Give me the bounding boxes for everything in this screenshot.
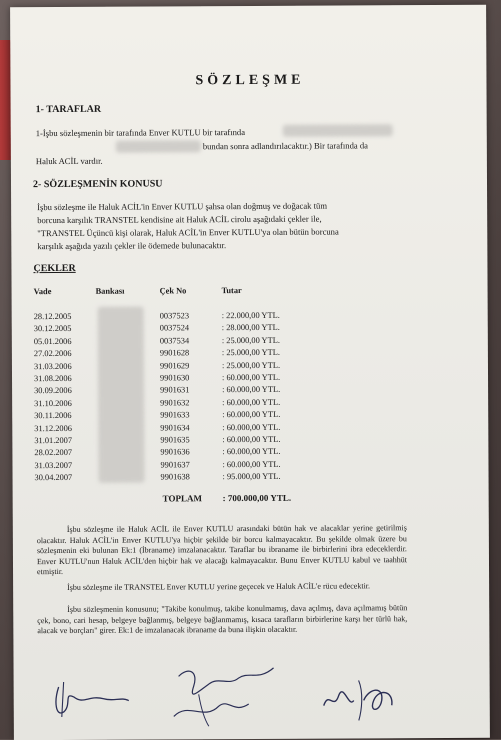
cheque-amount: : 25.000,00 YTL. <box>221 348 280 358</box>
cheque-number: 9901635 <box>160 435 190 445</box>
cheque-due-date: 31.12.2006 <box>34 423 72 433</box>
cheque-due-date: 31.08.2006 <box>34 373 72 384</box>
col-header-cek-no: Çek No <box>159 286 187 296</box>
cheque-number: 0037523 <box>159 311 190 321</box>
section1-line3: Haluk ACİL vardır. <box>35 155 103 167</box>
cheque-amount: : 60.000,00 YTL. <box>222 372 281 383</box>
document-title: SÖZLEŞME <box>195 72 305 89</box>
cheque-number: 9901629 <box>159 360 190 371</box>
total-value: : 700.000,00 YTL. <box>222 492 292 504</box>
signature-right <box>314 670 424 726</box>
cheque-amount: : 60.000,00 YTL. <box>222 397 281 407</box>
cheque-due-date: 30.12.2005 <box>33 324 72 334</box>
redacted-bank-column <box>98 307 145 483</box>
cheque-due-date: 31.01.2007 <box>34 435 73 446</box>
section2-line: borcuna karşılık TRANSTEL kendisine ait Haluk ACİL cirolu aşağıdaki çekler ile, <box>37 213 322 226</box>
cheque-due-date: 30.09.2006 <box>34 386 72 396</box>
cheque-number: 9901638 <box>160 472 190 482</box>
cheque-amount: : 60.000,00 YTL. <box>222 459 281 469</box>
cheque-due-date: 31.03.2007 <box>34 460 73 470</box>
cheque-amount: : 25.000,00 YTL. <box>221 360 281 370</box>
cheque-number: 9901628 <box>159 348 190 358</box>
cheque-number: 9901637 <box>160 460 190 470</box>
section2-line: "TRANSTEL Üçüncü kişi olarak, Haluk ACİL'in Enver KUTLU'ya olan bütün borcuna <box>37 226 339 239</box>
cheque-number: 0037534 <box>159 336 190 346</box>
cheque-amount: : 60.000,00 YTL. <box>222 410 281 420</box>
col-header-tutar: Tutar <box>221 286 242 296</box>
cekler-heading: ÇEKLER <box>33 262 76 275</box>
cheque-number: 9901631 <box>160 385 190 395</box>
section2-line: İşbu sözleşme ile Haluk ACİL'in Enver KUTLU şahsa olan doğmuş ve doğacak tüm <box>37 200 328 213</box>
col-header-bankasi: Bankası <box>95 286 125 296</box>
cheque-due-date: 30.11.2006 <box>34 411 72 421</box>
cheque-due-date: 30.04.2007 <box>34 473 73 483</box>
cheque-number: 9901630 <box>160 373 190 383</box>
closing-paragraph-2: İşbu sözleşme ile TRANSTEL Enver KUTLU yerine geçecek ve Haluk ACİL'e rücu edecektir. <box>67 581 371 592</box>
col-header-vade: Vade <box>33 287 52 297</box>
cheque-number: 9901636 <box>160 447 190 457</box>
cheque-number: 9901633 <box>160 410 190 420</box>
cheque-amount: : 95.000,00 YTL. <box>222 472 281 482</box>
cheque-number: 9901634 <box>160 422 190 433</box>
cheque-amount: : 60.000,00 YTL. <box>222 434 281 445</box>
cheque-due-date: 31.03.2006 <box>33 361 72 371</box>
cheque-amount: : 60.000,00 YTL. <box>222 422 281 432</box>
redacted-name <box>283 124 393 137</box>
cheque-amount: : 22.000,00 YTL. <box>221 310 280 321</box>
cheque-amount: : 60.000,00 YTL. <box>222 385 281 395</box>
cheque-amount: : 25.000,00 YTL. <box>221 335 280 345</box>
cheque-due-date: 31.10.2006 <box>34 398 72 408</box>
cheque-due-date: 28.02.2007 <box>34 448 73 458</box>
section2-line: karşılık aşağıda yazılı çekler ile ödemede bulunacaktır. <box>37 240 227 252</box>
total-label: TOPLAM <box>162 493 203 504</box>
cheque-due-date: 05.01.2006 <box>33 336 72 346</box>
signature-middle <box>158 656 288 732</box>
redacted-name <box>116 140 201 152</box>
section1-heading: 1- TARAFLAR <box>35 103 102 116</box>
signature-left <box>34 667 144 728</box>
cheque-number: 0037524 <box>159 323 190 333</box>
cheque-amount: : 60.000,00 YTL. <box>222 447 281 457</box>
section1-line1: 1-İşbu sözleşmenin bir tarafında Enver KUTLU bir tarafında <box>35 127 246 139</box>
closing-paragraph-3: İşbu sözleşmenin konusunu; "Takibe konulmuş, takibe konulmamış, dava açılmış, dava açılmamış bütün çek, bono, cari hesap, belgeye bağlanmış, belgeye bağlanmamış, kısaca tarafların birbirlerine karşı her türlü hak, alacak ve borçları" girer. Ek:1 de imzalanacak ibraname da buna ilişkin olacaktır. <box>37 603 408 636</box>
section1-line2: bundan sonra adlandırılacaktır.) Bir tarafında da <box>202 140 368 152</box>
cheque-amount: : 28.000,00 YTL. <box>221 323 280 333</box>
section2-heading: 2- SÖZLEŞMENİN KONUSU <box>32 178 163 191</box>
closing-paragraph-1: İşbu sözleşme ile Haluk ACİL ile Enver KUTLU arasındaki bütün hak ve alacaklar yerine getirilmiş olacaktır. Haluk ACİL'in Enver KUTLU'ya hiçbir şekilde bir borcu kalmayacaktır. Bu şekilde olmak üzere bu sözleşmenin eki bulunan Ek:1 (İbraname) imzalanacaktır. Taraflar bu ibraname ile birbirlerini ibra edeceklerdir. Enver KUTLU'nun Haluk ACİL'den hiçbir hak ve alacağı kalmayacaktır. Bunu Enver KUTLU kabul ve taahhüt etmiştir. <box>36 523 408 577</box>
cheque-due-date: 27.02.2006 <box>33 349 72 359</box>
cheque-number: 9901632 <box>160 398 190 408</box>
contract-page <box>10 5 490 740</box>
cheque-due-date: 28.12.2005 <box>33 311 72 322</box>
